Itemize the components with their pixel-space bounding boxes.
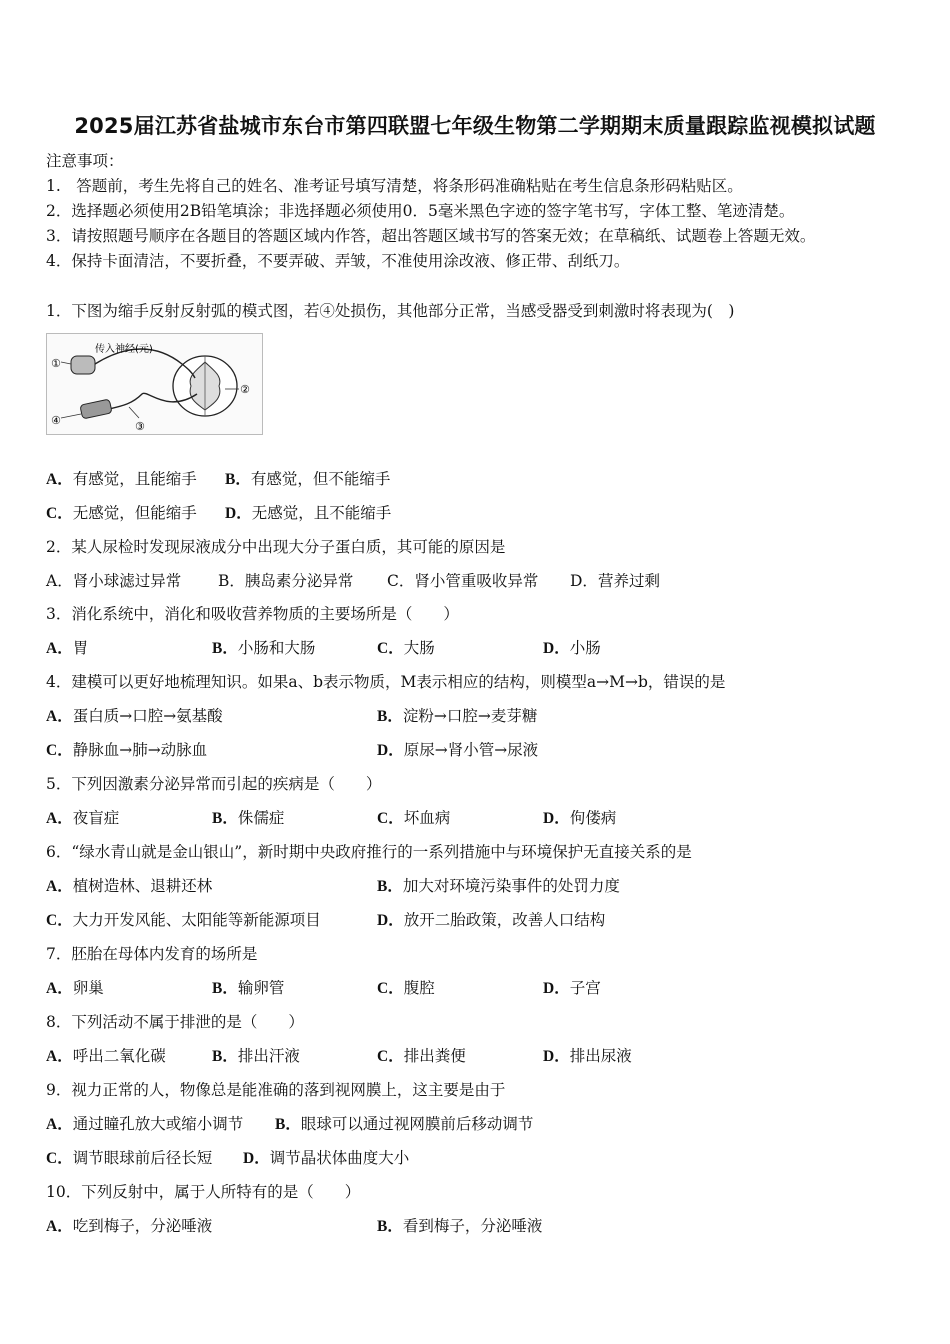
notice-item: 2．选择题必须使用2B铅笔填涂；非选择题必须使用0．5毫米黑色字迹的签字笔书写，字体工整、笔迹清楚。 xyxy=(46,202,795,220)
option: A．胃 xyxy=(46,639,89,657)
option: B．看到梅子，分泌唾液 xyxy=(377,1217,543,1235)
question-stem: 5．下列因激素分泌异常而引起的疾病是（ ） xyxy=(46,775,382,793)
option: C．静脉血→肺→动脉血 xyxy=(46,741,208,759)
option: D．佝偻病 xyxy=(543,809,617,827)
option: C．调节眼球前后径长短 xyxy=(46,1149,213,1167)
reflex-arc-figure xyxy=(46,333,263,435)
option: C．排出粪便 xyxy=(377,1047,466,1065)
option: C．大力开发风能、太阳能等新能源项目 xyxy=(46,911,321,929)
question-stem: 3．消化系统中，消化和吸收营养物质的主要场所是（ ） xyxy=(46,605,459,623)
page-title: 2025届江苏省盐城市东台市第四联盟七年级生物第二学期期末质量跟踪监视模拟试题 xyxy=(74,114,876,138)
option: A．吃到梅子，分泌唾液 xyxy=(46,1217,213,1235)
reflex-arc-diagram xyxy=(47,334,262,434)
option: D．营养过剩 xyxy=(570,572,660,590)
option: A．呼出二氧化碳 xyxy=(46,1047,166,1065)
option: C．无感觉，但能缩手 xyxy=(46,504,197,522)
question-stem: 2．某人尿检时发现尿液成分中出现大分子蛋白质，其可能的原因是 xyxy=(46,538,506,556)
option: D．小肠 xyxy=(543,639,601,657)
figure-label-afferent: 传入神经(元) xyxy=(95,344,153,355)
figure-marker-1: ① xyxy=(51,357,61,370)
option: B．加大对环境污染事件的处罚力度 xyxy=(377,877,620,895)
option: A．有感觉，且能缩手 xyxy=(46,470,197,488)
option: A．肾小球滤过异常 xyxy=(46,572,182,590)
option: B．眼球可以通过视网膜前后移动调节 xyxy=(275,1115,534,1133)
option: B．淀粉→口腔→麦芽糖 xyxy=(377,707,538,725)
figure-marker-4: ④ xyxy=(51,414,61,427)
option: C．腹腔 xyxy=(377,979,435,997)
option: C．肾小管重吸收异常 xyxy=(387,572,539,590)
option: B．有感觉，但不能缩手 xyxy=(225,470,391,488)
option: D．原尿→肾小管→尿液 xyxy=(377,741,539,759)
notice-item: 1. 答题前，考生先将自己的姓名、准考证号填写清楚，将条形码准确粘贴在考生信息条形码粘贴区。 xyxy=(46,177,743,195)
figure-marker-2: ② xyxy=(240,383,250,396)
option: D．排出尿液 xyxy=(543,1047,632,1065)
notice-item: 3．请按照题号顺序在各题目的答题区域内作答，超出答题区域书写的答案无效；在草稿纸、试题卷上答题无效。 xyxy=(46,227,816,245)
option: B．排出汗液 xyxy=(212,1047,300,1065)
option: D．无感觉，且不能缩手 xyxy=(225,504,392,522)
option: D．子宫 xyxy=(543,979,601,997)
notice-item: 4．保持卡面清洁，不要折叠，不要弄破、弄皱，不准使用涂改液、修正带、刮纸刀。 xyxy=(46,252,630,270)
option: D．放开二胎政策，改善人口结构 xyxy=(377,911,606,929)
option: C．大肠 xyxy=(377,639,435,657)
option: B．小肠和大肠 xyxy=(212,639,316,657)
question-stem: 1．下图为缩手反射反射弧的模式图，若④处损伤，其他部分正常，当感受器受到刺激时将表现为( ) xyxy=(46,302,735,320)
option: A．通过瞳孔放大或缩小调节 xyxy=(46,1115,244,1133)
figure-marker-3: ③ xyxy=(135,420,145,433)
option: B．胰岛素分泌异常 xyxy=(218,572,354,590)
notice-heading: 注意事项： xyxy=(46,152,124,170)
option: A．蛋白质→口腔→氨基酸 xyxy=(46,707,223,725)
option: A．卵巢 xyxy=(46,979,104,997)
question-stem: 10．下列反射中，属于人所特有的是（ ） xyxy=(46,1183,361,1201)
option: B．侏儒症 xyxy=(212,809,285,827)
option: B．输卵管 xyxy=(212,979,285,997)
option: D．调节晶状体曲度大小 xyxy=(243,1149,410,1167)
question-stem: 8．下列活动不属于排泄的是（ ） xyxy=(46,1013,304,1031)
option: C．坏血病 xyxy=(377,809,451,827)
question-stem: 6．“绿水青山就是金山银山”，新时期中央政府推行的一系列措施中与环境保护无直接关系的是 xyxy=(46,843,692,861)
question-stem: 7．胚胎在母体内发育的场所是 xyxy=(46,945,258,963)
question-stem: 4．建模可以更好地梳理知识。如果a、b表示物质，M表示相应的结构，则模型a→M→b，错误的是 xyxy=(46,673,726,691)
option: A．植树造林、退耕还林 xyxy=(46,877,213,895)
question-stem: 9．视力正常的人，物像总是能准确的落到视网膜上，这主要是由于 xyxy=(46,1081,506,1099)
option: A．夜盲症 xyxy=(46,809,120,827)
